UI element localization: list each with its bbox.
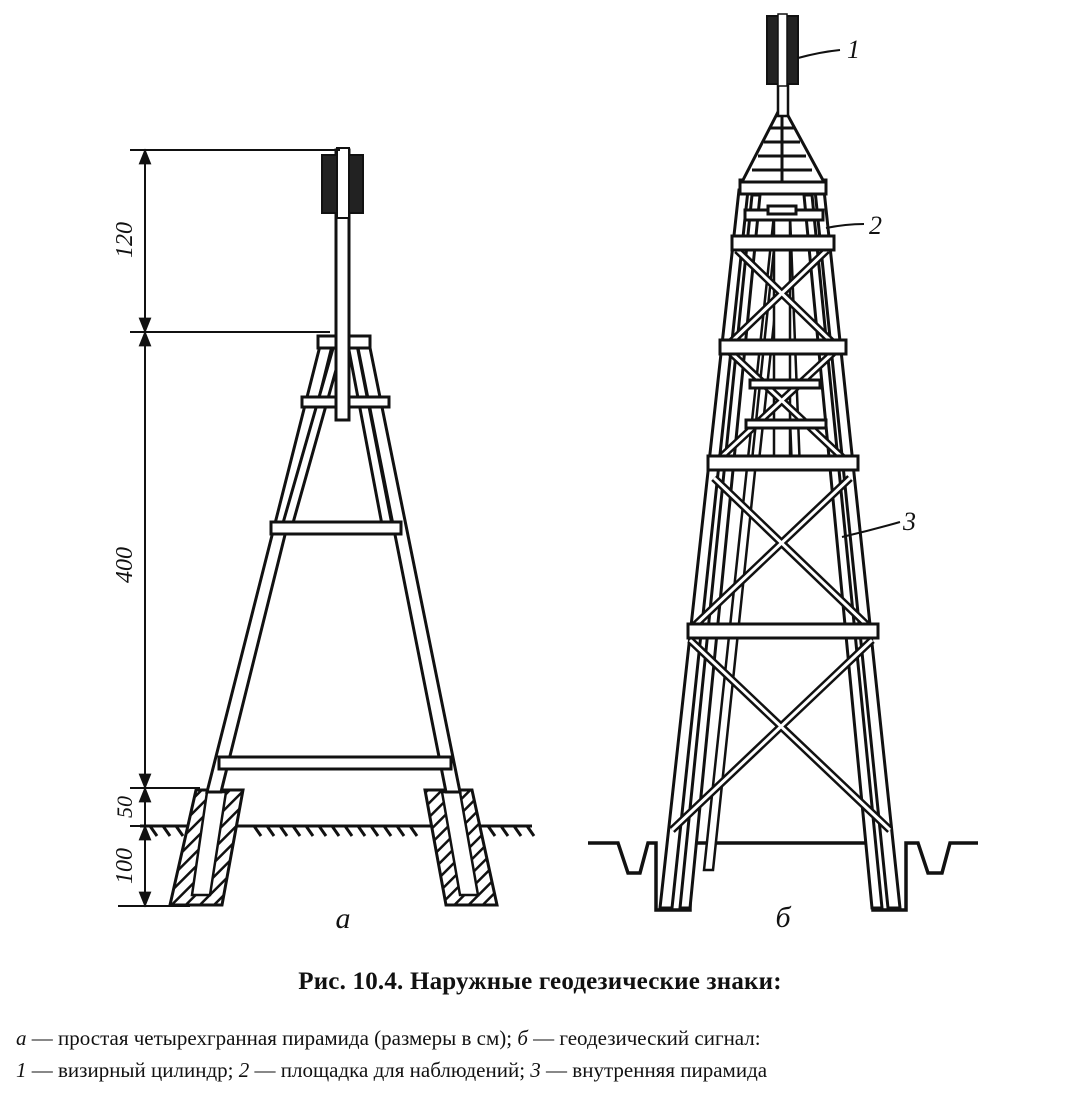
caption-text-b: — геодезический сигнал:: [527, 1026, 761, 1050]
caption-marker-1: 1: [16, 1058, 27, 1082]
dim-120: 120: [112, 222, 138, 258]
caption-marker-b: б: [517, 1026, 528, 1050]
caption-text-1: — визирный цилиндр;: [26, 1058, 239, 1082]
callout-1: 1: [847, 35, 860, 64]
panel-b-geodetic-signal: [588, 14, 978, 934]
caption-line-1: [16, 1026, 761, 1051]
caption-text-2: — площадка для наблюдений;: [249, 1058, 531, 1082]
panel-b-label: б: [775, 901, 791, 934]
roof-b: [742, 112, 824, 182]
caption-marker-2: 2: [238, 1058, 250, 1082]
caption-marker-3: 3: [530, 1058, 541, 1082]
caption-text-a: — простая четырехгранная пирамида (размеры в см);: [26, 1026, 518, 1050]
dim-100: 100: [112, 848, 138, 884]
dim-50: 50: [112, 796, 137, 818]
caption-text-3: — внутренняя пирамида: [540, 1058, 768, 1082]
caption-marker-a: а: [16, 1026, 27, 1050]
dim-400: 400: [112, 547, 138, 583]
figure-caption: [0, 968, 1080, 1082]
panel-a-simple-pyramid: [112, 148, 534, 935]
callout-3: 3: [903, 507, 916, 536]
panel-a-label: а: [335, 902, 351, 935]
caption-title: Рис. 10.4. Наружные геодезические знаки:: [298, 968, 782, 995]
callout-2: 2: [869, 211, 882, 240]
caption-line-2: [16, 1058, 767, 1083]
ground-profile-b: [588, 843, 978, 910]
